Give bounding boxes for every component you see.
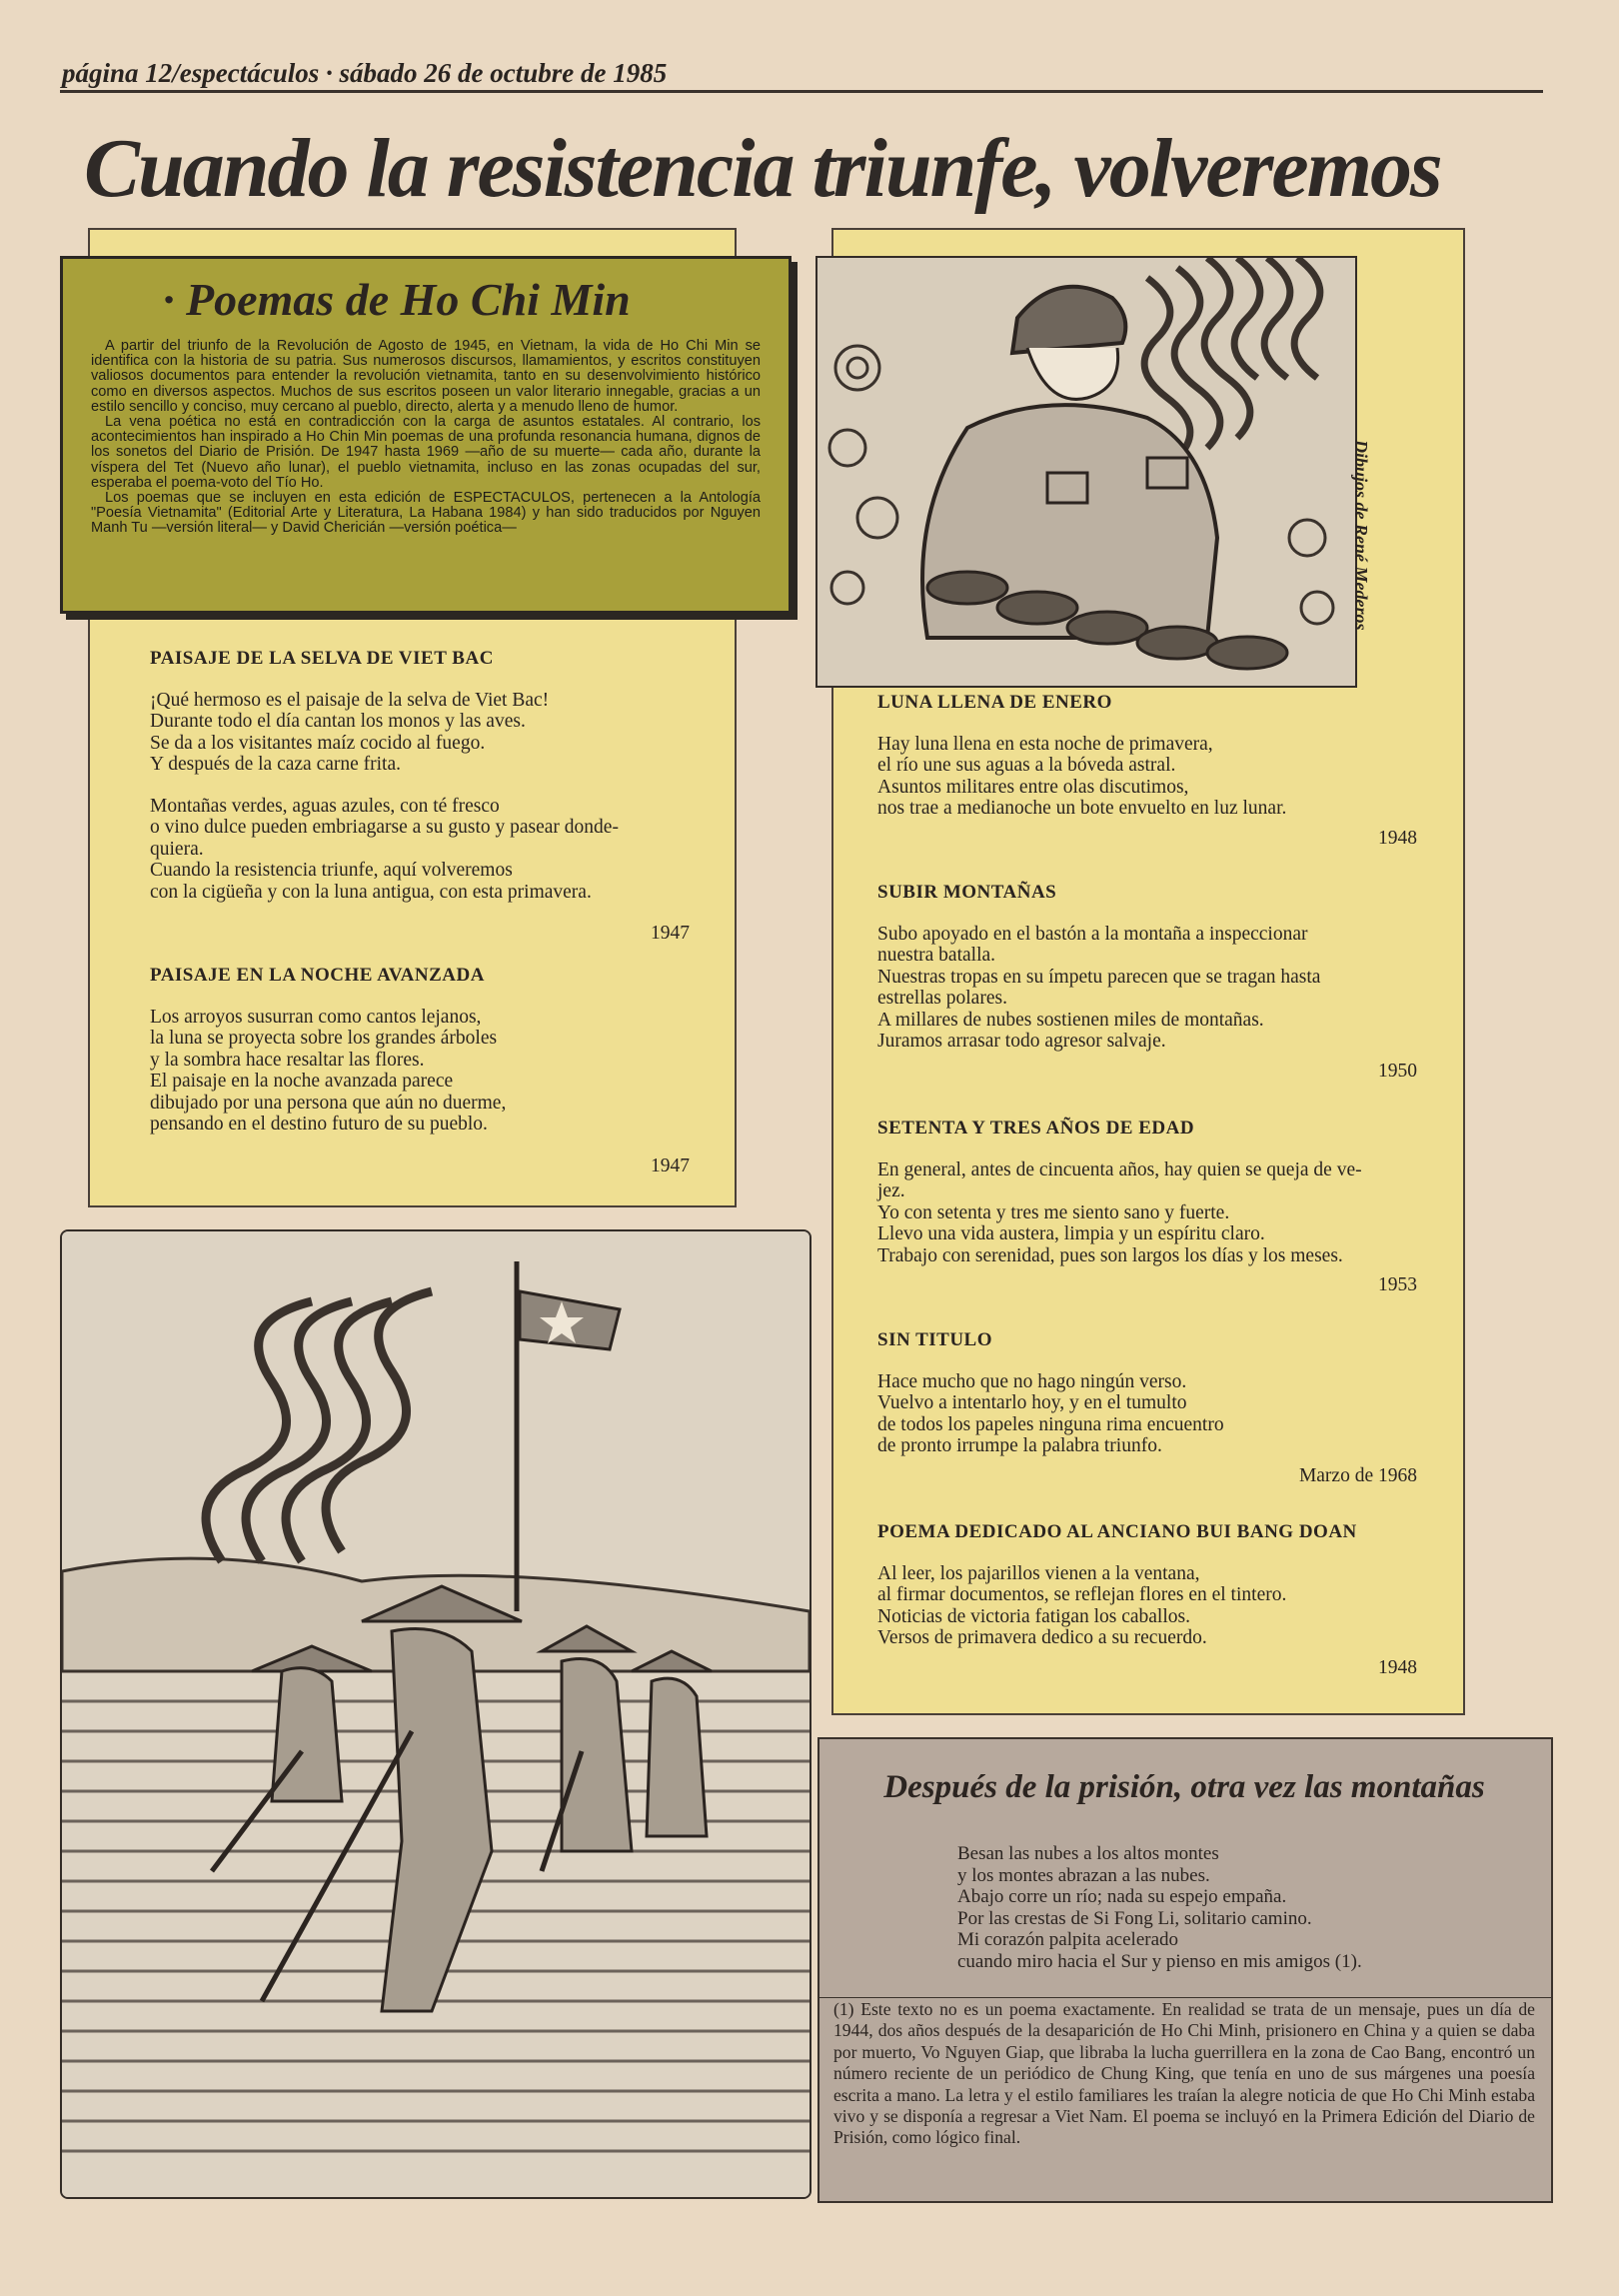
- poem-line: estrellas polares.: [877, 988, 1007, 1009]
- poem-line: y la sombra hace resaltar las flores.: [150, 1049, 425, 1071]
- after-prison-poem: [957, 1843, 1362, 1972]
- poem-line: Trabajo con serenidad, pues son largos los días y los meses.: [877, 1244, 1343, 1266]
- poem-title: SUBIR MONTAÑAS: [877, 882, 1057, 903]
- intro-paragraph: Los poemas que se incluyen en esta edición de ESPECTACULOS, pertenecen a la Antología "Poesía Vietnamita" (Editorial Arte y Literatura, La Habana 1984) y han sido traducidos por Nguyen Manh Tu —versión literal— y David Chericián —versión poética—: [91, 490, 761, 537]
- poem-line: al firmar documentos, se reflejan flores en el tintero.: [877, 1584, 1287, 1605]
- poem-line: En general, antes de cincuenta años, hay quien se queja de ve-: [877, 1158, 1362, 1180]
- poem-line: el río une sus aguas a la bóveda astral.: [877, 755, 1176, 776]
- poem-line: Montañas verdes, aguas azules, con té fresco: [150, 795, 500, 817]
- poem-line: dibujado por una persona que aún no duerme,: [150, 1092, 507, 1114]
- after-prison-title: Después de la prisión, otra vez las montañas: [883, 1769, 1485, 1805]
- poem-year: 1948: [1378, 827, 1417, 849]
- illustration-credit: Dibujos de René Mederos: [1351, 440, 1371, 631]
- poem-line: ¡Qué hermoso es el paisaje de la selva de Viet Bac!: [150, 689, 550, 711]
- poem-line: nos trae a medianoche un bote envuelto en luz lunar.: [877, 798, 1287, 819]
- poem-line: de todos los papeles ninguna rima encuentro: [877, 1413, 1224, 1435]
- poem-year: 1950: [1378, 1060, 1417, 1082]
- poem-line: Hay luna llena en esta noche de primavera,: [877, 733, 1213, 755]
- footnote: (1) Este texto no es un poema exactamente. En realidad se trata de un mensaje, pues un día de 1944, dos años después de la desaparición de Ho Chi Minh, prisionero en China y a quien se daba por muerto, Vo Nguyen Giap, que libraba la lucha guerrillera en la zona de Cao Bang, encontró un número reciente de un periódico de Chung King, que tenía en uno de sus márgenes una poesía escrita a mano. La letra y el estilo familiares les traían la alegre noticia de que Ho Chi Minh estaba vivo y se disponía a regresar a Viet Nam. El poema se incluyó en la Primera Edición del Diario de Prisión, como lógico final.: [833, 1999, 1535, 2148]
- poem-title: POEMA DEDICADO AL ANCIANO BUI BANG DOAN: [877, 1521, 1357, 1542]
- poem-line: con la cigüeña y con la luna antigua, con esta primavera.: [150, 881, 592, 903]
- poem-line: Hace mucho que no hago ningún verso.: [877, 1370, 1187, 1392]
- poem-stanza: [150, 1007, 690, 1136]
- rice-field-soldiers-illustration: [60, 1229, 811, 2199]
- poem-year: Marzo de 1968: [1298, 1464, 1417, 1486]
- poem-line: pensando en el destino futuro de su pueblo.: [150, 1114, 488, 1135]
- poem-year: 1947: [651, 923, 690, 944]
- poem-line: Mi corazón palpita acelerado: [957, 1929, 1179, 1950]
- poem-line: Vuelvo a intentarlo hoy, y en el tumulto: [877, 1392, 1187, 1413]
- intro-body: [91, 339, 761, 537]
- poem-line: Juramos arrasar todo agresor salvaje.: [877, 1031, 1166, 1052]
- note-divider: [819, 1997, 1551, 1998]
- intro-title: · Poemas de Ho Chi Min: [163, 274, 631, 325]
- poem-stanza: [877, 1159, 1417, 1267]
- poem-line: Cuando la resistencia triunfe, aquí volveremos: [150, 860, 513, 881]
- poem-title: SETENTA Y TRES AÑOS DE EDAD: [877, 1118, 1195, 1139]
- poem-line: Asuntos militares entre olas discutimos,: [877, 776, 1189, 798]
- poem-line: Los arroyos susurran como cantos lejanos,: [150, 1006, 482, 1028]
- poem-line: Se da a los visitantes maíz cocido al fuego.: [150, 732, 486, 754]
- poem-stanza: [877, 734, 1417, 820]
- poem-setenta-y-tres: [877, 1118, 1417, 1296]
- poem-line: nuestra batalla.: [877, 945, 996, 966]
- poem-sin-titulo: [877, 1329, 1417, 1486]
- intro-paragraph: A partir del triunfo de la Revolución de Agosto de 1945, en Vietnam, la vida de Ho Chi Min se identifica con la historia de su patria. Sus numerosos discursos, llamamientos, y escritos constituyen valiosos documentos para entender la revolución vietnamita, tanto en su desenvolvimiento histórico como en diversos aspectos. Muchos de sus escritos poseen un valor literario innegable, gracias a un estilo sencillo y conciso, muy cercano al pueblo, directo, alerta y a menudo lleno de humor.: [91, 338, 761, 415]
- poem-line: la luna se proyecta sobre los grandes árboles: [150, 1028, 498, 1049]
- poem-line: Besan las nubes a los altos montes: [957, 1843, 1219, 1864]
- poem-stanza: [150, 690, 690, 776]
- poem-paisaje-selva: [150, 648, 690, 945]
- headline: Cuando la resistencia triunfe, volveremos: [84, 122, 1441, 215]
- poem-bui-bang-doan: [877, 1521, 1417, 1678]
- poem-line: y los montes abrazan a las nubes.: [957, 1864, 1210, 1886]
- poem-line: El paisaje en la noche avanzada parece: [150, 1071, 454, 1092]
- poem-line: jez.: [877, 1180, 905, 1201]
- poem-subir-montanas: [877, 882, 1417, 1082]
- soldier-illustration: [815, 256, 1357, 688]
- poem-stanza: [150, 796, 690, 904]
- poem-paisaje-noche: [150, 965, 690, 1176]
- poem-year: 1953: [1378, 1274, 1417, 1295]
- poem-line: Noticias de victoria fatigan los caballos.: [877, 1605, 1190, 1627]
- poem-line: Durante todo el día cantan los monos y las aves.: [150, 711, 526, 732]
- poem-year: 1947: [651, 1154, 690, 1176]
- poem-line: Abajo corre un río; nada su espejo empaña.: [957, 1886, 1287, 1907]
- poem-line: cuando miro hacia el Sur y pienso en mis amigos (1).: [957, 1950, 1362, 1972]
- folio-line: página 12/espectáculos · sábado 26 de octubre de 1985: [62, 58, 668, 88]
- intro-paragraph: La vena poética no está en contradicción con la carga de asuntos estatales. Al contrario, los acontecimientos han inspirado a Ho Chin Min poemas de una profunda resonancia humana, dignos de los sonetos del Diario de Prisión. De 1947 hasta 1969 —año de su muerte— cada año, durante la víspera del Tet (Nuevo año lunar), el pueblo vietnamita, incluso en las zonas ocupadas del sur, esperaba el poema-voto del Tío Ho.: [91, 414, 761, 491]
- after-prison-box: [817, 1737, 1553, 2203]
- poem-title: LUNA LLENA DE ENERO: [877, 692, 1112, 713]
- poem-title: PAISAJE DE LA SELVA DE VIET BAC: [150, 648, 494, 669]
- poem-line: A millares de nubes sostienen miles de montañas.: [877, 1009, 1264, 1031]
- poem-line: Y después de la caza carne frita.: [150, 754, 402, 775]
- poem-line: de pronto irrumpe la palabra triunfo.: [877, 1435, 1162, 1456]
- poem-title: SIN TITULO: [877, 1329, 993, 1350]
- poem-year: 1948: [1378, 1656, 1417, 1678]
- folio-rule: [60, 90, 1543, 93]
- poem-line: Yo con setenta y tres me siento sano y fuerte.: [877, 1201, 1230, 1223]
- poem-line: Subo apoyado en el bastón a la montaña a inspeccionar: [877, 923, 1308, 945]
- poem-line: Al leer, los pajarillos vienen a la ventana,: [877, 1562, 1200, 1584]
- poem-line: Nuestras tropas en su ímpetu parecen que se tragan hasta: [877, 966, 1321, 988]
- poem-line: o vino dulce pueden embriagarse a su gusto y pasear donde-: [150, 817, 619, 838]
- poem-line: Versos de primavera dedico a su recuerdo.: [877, 1627, 1207, 1648]
- poem-luna-llena: [877, 692, 1417, 849]
- poem-line: Llevo una vida austera, limpia y un espíritu claro.: [877, 1223, 1265, 1244]
- intro-panel: [60, 256, 792, 614]
- poem-stanza: [877, 1563, 1417, 1649]
- poem-title: PAISAJE EN LA NOCHE AVANZADA: [150, 965, 485, 986]
- poem-line: quiera.: [150, 838, 204, 860]
- poem-stanza: [877, 924, 1417, 1053]
- poem-stanza: [877, 1371, 1417, 1457]
- poem-line: Por las crestas de Si Fong Li, solitario camino.: [957, 1907, 1312, 1929]
